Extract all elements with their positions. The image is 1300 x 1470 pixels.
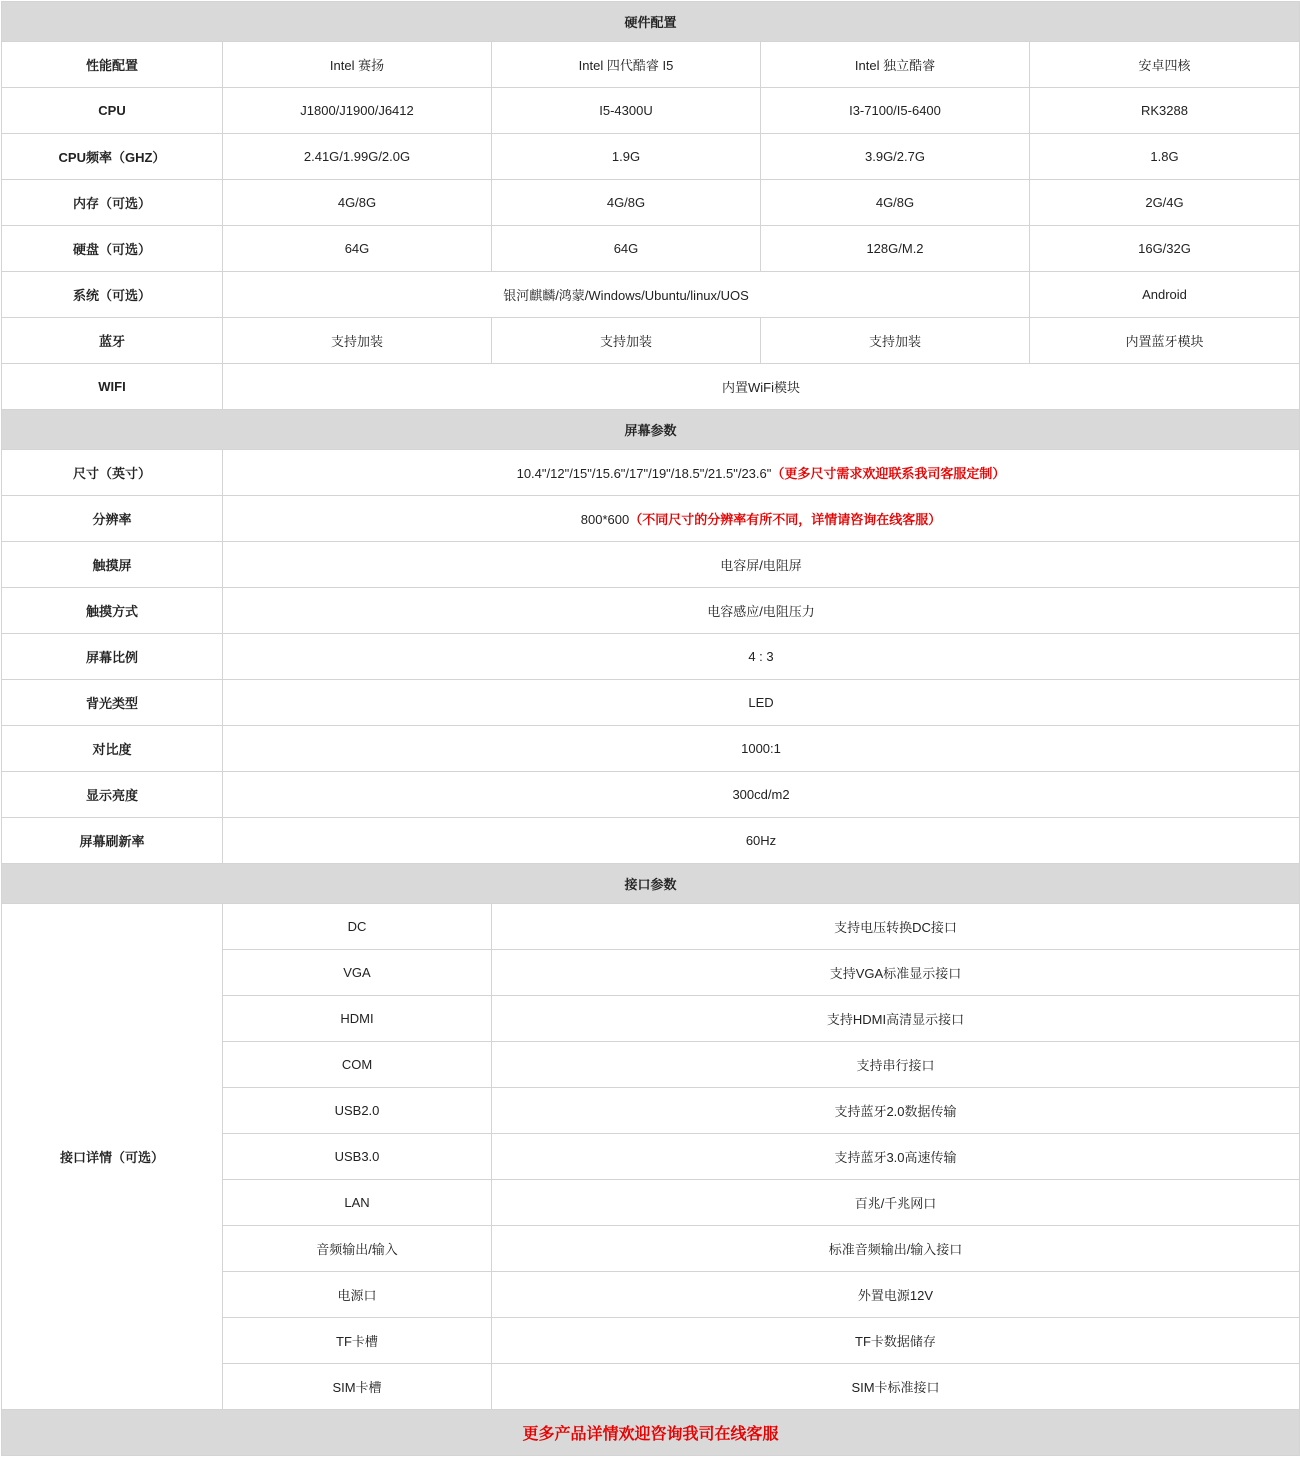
table-row — [2, 134, 1300, 180]
cell-value: 4G/8G — [492, 180, 761, 226]
interface-desc: 支持VGA标准显示接口 — [492, 950, 1300, 996]
cell-value: 1.9G — [492, 134, 761, 180]
interface-name: USB2.0 — [223, 1088, 492, 1134]
cell-value: 4 : 3 — [223, 634, 1300, 680]
section-title: 屏幕参数 — [2, 410, 1300, 450]
row-label: 硬盘（可选） — [2, 226, 223, 272]
row-label: 接口详情（可选） — [2, 904, 223, 1410]
table-row — [2, 42, 1300, 88]
cell-value: 电容屏/电阻屏 — [223, 542, 1300, 588]
cell-value: 3.9G/2.7G — [761, 134, 1030, 180]
cell-value: 128G/M.2 — [761, 226, 1030, 272]
cell-value: 支持加装 — [761, 318, 1030, 364]
interface-desc: 标准音频输出/输入接口 — [492, 1226, 1300, 1272]
interface-name: TF卡槽 — [223, 1318, 492, 1364]
interface-desc: 外置电源12V — [492, 1272, 1300, 1318]
cell-value: 64G — [223, 226, 492, 272]
cell-value: LED — [223, 680, 1300, 726]
interface-desc: 支持蓝牙3.0高速传输 — [492, 1134, 1300, 1180]
table-row — [2, 272, 1300, 318]
interface-desc: 支持电压转换DC接口 — [492, 904, 1300, 950]
spec-table — [1, 1, 1300, 1456]
table-row — [2, 726, 1300, 772]
row-label: 内存（可选） — [2, 180, 223, 226]
resolution-value: 800*600 — [580, 512, 630, 527]
interface-name: DC — [223, 904, 492, 950]
section-header-hardware — [2, 2, 1300, 42]
section-header-interfaces — [2, 864, 1300, 904]
cell-value: 4G/8G — [223, 180, 492, 226]
cell-value — [223, 496, 1300, 542]
interface-name: SIM卡槽 — [223, 1364, 492, 1410]
table-row — [2, 450, 1300, 496]
cell-value: 60Hz — [223, 818, 1300, 864]
cell-value: 内置蓝牙模块 — [1030, 318, 1300, 364]
cell-value: 16G/32G — [1030, 226, 1300, 272]
cell-value — [223, 450, 1300, 496]
row-label: 屏幕刷新率 — [2, 818, 223, 864]
interface-desc: SIM卡标准接口 — [492, 1364, 1300, 1410]
row-label: 屏幕比例 — [2, 634, 223, 680]
table-row — [2, 226, 1300, 272]
interface-desc: 支持HDMI高清显示接口 — [492, 996, 1300, 1042]
interface-name: 电源口 — [223, 1272, 492, 1318]
cell-value: 64G — [492, 226, 761, 272]
interface-name: VGA — [223, 950, 492, 996]
table-row — [2, 496, 1300, 542]
section-title: 硬件配置 — [2, 2, 1300, 42]
interface-name: 音频输出/输入 — [223, 1226, 492, 1272]
interface-desc: 支持蓝牙2.0数据传输 — [492, 1088, 1300, 1134]
cell-value: 内置WiFi模块 — [223, 364, 1300, 410]
cell-value: 2.41G/1.99G/2.0G — [223, 134, 492, 180]
table-row — [2, 772, 1300, 818]
cell-value: 4G/8G — [761, 180, 1030, 226]
interface-desc: 支持串行接口 — [492, 1042, 1300, 1088]
size-value: 10.4"/12"/15"/15.6"/17"/19"/18.5"/21.5"/23.6" — [516, 466, 772, 481]
cell-value: Intel 四代酷睿 I5 — [492, 42, 761, 88]
footer-row — [2, 1410, 1300, 1456]
section-header-screen — [2, 410, 1300, 450]
row-label: 背光类型 — [2, 680, 223, 726]
resolution-note: （不同尺寸的分辨率有所不同，详情请咨询在线客服） — [629, 512, 942, 527]
table-row — [2, 180, 1300, 226]
cell-value: 银河麒麟/鸿蒙/Windows/Ubuntu/linux/UOS — [223, 272, 1030, 318]
table-row — [2, 318, 1300, 364]
footer-contact-text: 更多产品详情欢迎咨询我司在线客服 — [2, 1410, 1300, 1456]
row-label: 触摸屏 — [2, 542, 223, 588]
cell-value: I5-4300U — [492, 88, 761, 134]
row-label: 性能配置 — [2, 42, 223, 88]
cell-value: 300cd/m2 — [223, 772, 1300, 818]
cell-value: 1.8G — [1030, 134, 1300, 180]
interface-name: COM — [223, 1042, 492, 1088]
cell-value: 2G/4G — [1030, 180, 1300, 226]
section-title: 接口参数 — [2, 864, 1300, 904]
cell-value: Intel 赛扬 — [223, 42, 492, 88]
cell-value: Intel 独立酷睿 — [761, 42, 1030, 88]
table-row — [2, 904, 1300, 950]
cell-value: 支持加装 — [492, 318, 761, 364]
interface-name: LAN — [223, 1180, 492, 1226]
table-row — [2, 542, 1300, 588]
table-row — [2, 88, 1300, 134]
table-row — [2, 588, 1300, 634]
interface-desc: 百兆/千兆网口 — [492, 1180, 1300, 1226]
table-row — [2, 818, 1300, 864]
cell-value: 安卓四核 — [1030, 42, 1300, 88]
interface-name: USB3.0 — [223, 1134, 492, 1180]
cell-value: J1800/J1900/J6412 — [223, 88, 492, 134]
row-label: CPU频率（GHZ） — [2, 134, 223, 180]
row-label: CPU — [2, 88, 223, 134]
cell-value: 1000:1 — [223, 726, 1300, 772]
table-row — [2, 634, 1300, 680]
row-label: 蓝牙 — [2, 318, 223, 364]
row-label: 分辨率 — [2, 496, 223, 542]
interface-name: HDMI — [223, 996, 492, 1042]
cell-value: Android — [1030, 272, 1300, 318]
cell-value: 电容感应/电阻压力 — [223, 588, 1300, 634]
row-label: 对比度 — [2, 726, 223, 772]
table-row — [2, 680, 1300, 726]
size-note: （更多尺寸需求欢迎联系我司客服定制） — [771, 466, 1006, 481]
row-label: 系统（可选） — [2, 272, 223, 318]
interface-desc: TF卡数据储存 — [492, 1318, 1300, 1364]
cell-value: RK3288 — [1030, 88, 1300, 134]
cell-value: I3-7100/I5-6400 — [761, 88, 1030, 134]
table-row — [2, 364, 1300, 410]
row-label: 显示亮度 — [2, 772, 223, 818]
row-label: 触摸方式 — [2, 588, 223, 634]
cell-value: 支持加装 — [223, 318, 492, 364]
row-label: WIFI — [2, 364, 223, 410]
row-label: 尺寸（英寸） — [2, 450, 223, 496]
